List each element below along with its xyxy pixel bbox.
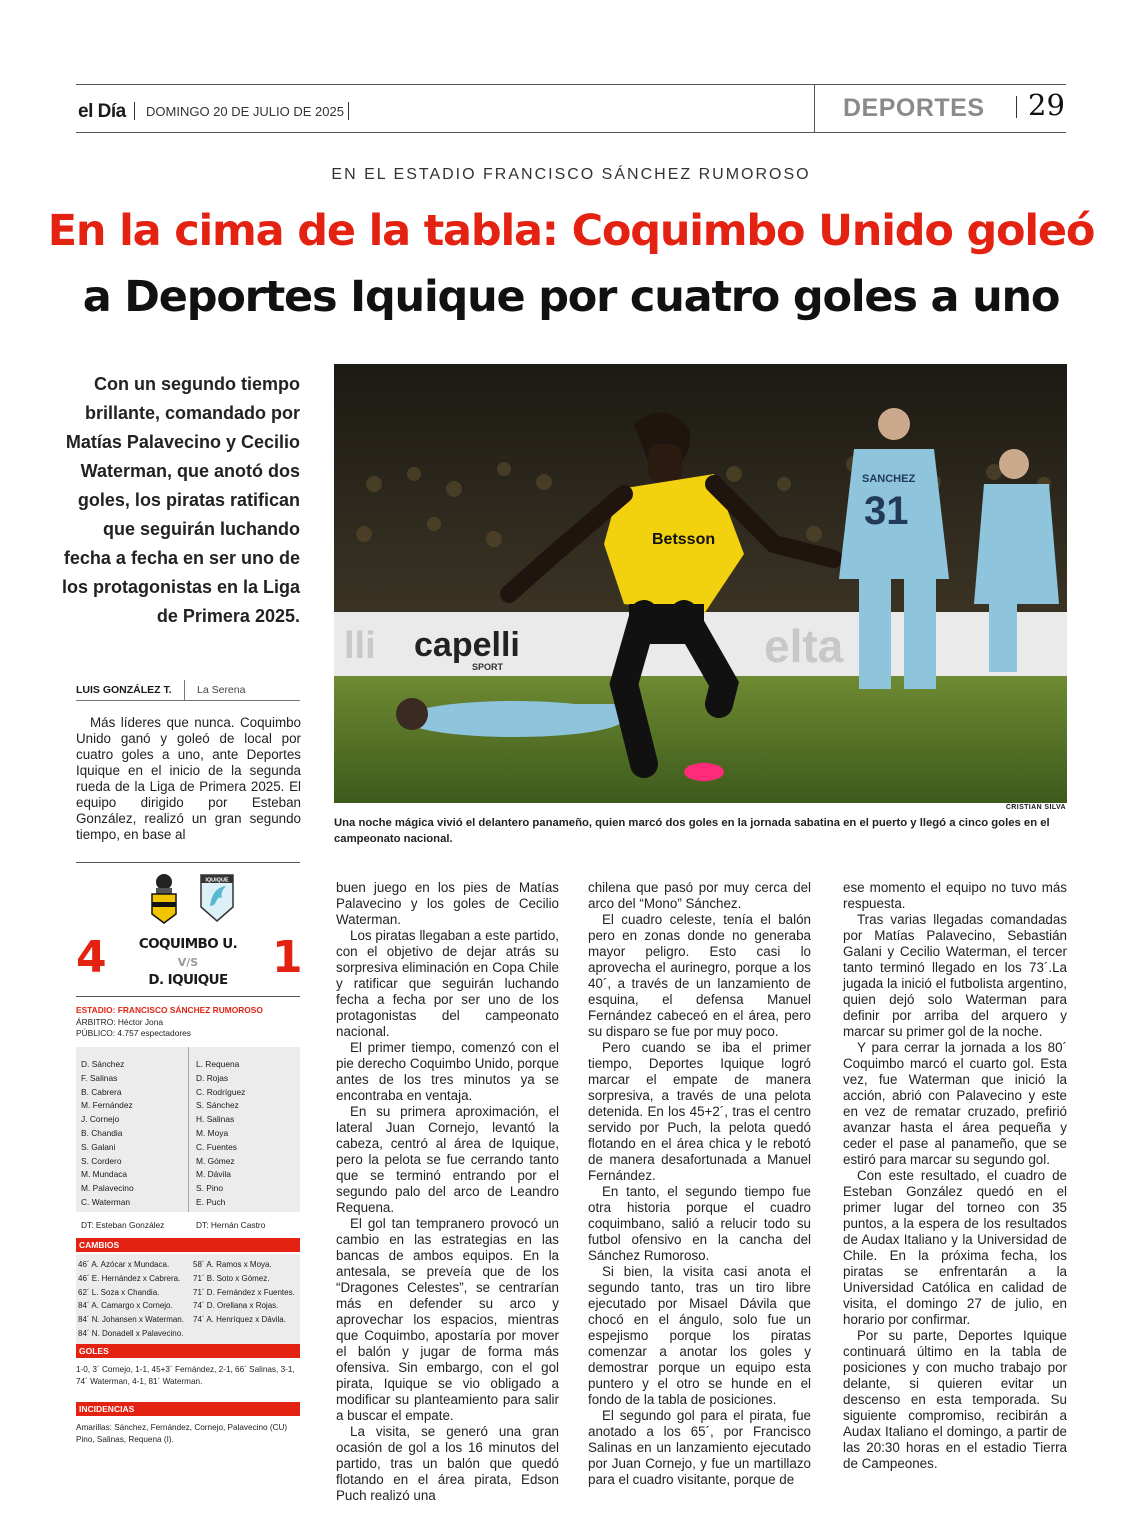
player: M. Gómez bbox=[196, 1155, 235, 1166]
lineups-divider bbox=[188, 1047, 189, 1212]
attendance: PÚBLICO: 4.757 espectadores bbox=[76, 1028, 191, 1038]
headline bbox=[40, 198, 1102, 330]
player: M. Fernández bbox=[81, 1100, 133, 1111]
paragraph: El gol tan tempranero provocó un cambio en las estrategias en las bancas de ambos equipos. En la antesala, se preveía que de los “Dragones Celestes”, se centrarían más en defender su arco y aprovechar los espacios, mientras que Coquimbo, apostaría por mover el balón y jugar de forma más ofensiva. Sin embargo, con el gol pirata, Iquique se vio obligado a modificar su planteamiento para salir a buscar el empate. bbox=[336, 1216, 559, 1423]
player: C. Waterman bbox=[81, 1196, 131, 1207]
player: M. Mundaca bbox=[81, 1169, 128, 1180]
away-coach: DT: Hernán Castro bbox=[196, 1220, 266, 1230]
player: L. Requena bbox=[196, 1059, 240, 1069]
header-bottom-rule bbox=[76, 132, 1066, 133]
substitution: 46´ E. Hernández x Cabrera. bbox=[78, 1273, 181, 1283]
header-divider bbox=[134, 102, 135, 120]
goals-list: 1-0, 3´ Cornejo, 1-1, 45+3´ Fernández, 2-1, 66´ Salinas, 3-1, 74´ Waterman, 4-1, 81´ Waterman. bbox=[76, 1365, 295, 1386]
player: M. Dávila bbox=[196, 1169, 231, 1180]
player: S. Cordero bbox=[81, 1155, 122, 1166]
scorebox-rule bbox=[76, 996, 300, 997]
coquimbo-crest-icon bbox=[150, 872, 178, 924]
section-name: DEPORTES bbox=[843, 94, 985, 122]
header-divider bbox=[1016, 96, 1017, 118]
paragraph: Y para cerrar la jornada a los 80´ Coquimbo marcó el cuarto gol. Esta vez, fue Waterman que inició la acción, abrió con Palavecino y este en vez de rematar cruzado, prefirió avanzar hasta el área pequeña y ceder el pase al panameño, que se estiró para marcar su segundo gol. bbox=[843, 1040, 1067, 1167]
away-changes bbox=[193, 1258, 295, 1327]
player: B. Chandia bbox=[81, 1127, 123, 1138]
substitution: 58´ A. Ramos x Moya. bbox=[193, 1260, 272, 1269]
player: J. Cornejo bbox=[81, 1114, 120, 1125]
iquique-crest-icon bbox=[200, 874, 234, 922]
ad-capelli-sub: SPORT bbox=[472, 662, 504, 672]
page-number: 29 bbox=[1028, 88, 1065, 122]
player: C. Rodríguez bbox=[196, 1086, 246, 1097]
jersey-sponsor: Betsson bbox=[652, 531, 716, 548]
header-divider bbox=[348, 102, 349, 120]
incidents-header: INCIDENCIAS bbox=[76, 1402, 300, 1416]
match-scorebox bbox=[76, 862, 303, 1338]
substitution: 74´ A. Henríquez x Dávila. bbox=[193, 1315, 286, 1325]
paragraph: Con este resultado, el cuadro de Esteban González quedó en el primer lugar del torneo con 35 puntos, a la espera de los resultados de Audax Italiano y la Universidad de Chile. En la próxima fecha, los piratas se enfrentarán a la Universidad Católica en calidad de visita, el domingo 27 de julio, en horario por confirmar. bbox=[843, 1168, 1067, 1327]
paragraph: Si bien, la visita casi anota el segundo tanto, tras un tiro libre ejecutado por Misael Dávila que chocó en el ángulo, solo fue un espejismo porque los piratas comenzar a anotar los goles y demostrar porque un equipo esta puntero y el otro se hunde en el fondo de la tabla de posiciones. bbox=[588, 1264, 811, 1407]
paragraph: El primer tiempo, comenzó con el pie derecho Coquimbo Unido, porque antes de los tres minutos ya se encontraba en ventaja. bbox=[336, 1040, 559, 1103]
substitution: 71´ D. Fernández x Fuentes. bbox=[193, 1287, 295, 1297]
home-score: 4 bbox=[76, 932, 107, 983]
article-column-1 bbox=[76, 715, 301, 843]
paragraph: Pero cuando se iba el primer tiempo, Deportes Iquique logró marcar el empate de manera sorpresiva, a través de una pelota detenida. En los 45+2´, tras el centro servido por Puch, la pelota quedó flotando en el área chica y le rebotó de manera desafortunada a Manuel Fernández. bbox=[588, 1040, 811, 1183]
player: B. Cabrera bbox=[81, 1086, 122, 1097]
paragraph: El cuadro celeste, tenía el balón pero en zonas donde no generaba mayor peligro. Esto casi lo aprovecha el aurinegro, porque a los 40´, a través de un lanzamiento de esquina, el defensa Manuel Fernández cabeceó en el área, pero su disparo se fue por muy poco. bbox=[588, 912, 811, 1039]
paragraph: Los piratas llegaban a este partido, con el objetivo de dejar atrás su sorpresiva eliminación en Copa Chile y ratificar que seguirán luchando fecha a fecha por ser uno de los protagonistas del campeonato nacional. bbox=[336, 928, 559, 1039]
photo-credit: CRISTIAN SILVA bbox=[1005, 804, 1066, 811]
scorebox-rule bbox=[76, 862, 300, 863]
lead-paragraph: Con un segundo tiempo brillante, comandado por Matías Palavecino y Cecilio Waterman, que anotó dos goles, los piratas ratifican que seguirán luchando fecha a fecha en ser uno de los protagonistas en la Liga de Primera 2025. bbox=[61, 374, 300, 626]
player: M. Palavecino bbox=[81, 1183, 134, 1194]
paragraph: chilena que pasó por muy cerca del arco del “Mono” Sánchez. bbox=[588, 880, 811, 911]
svg-text:lli: lli bbox=[344, 625, 376, 667]
player: D. Sánchez bbox=[81, 1059, 125, 1069]
away-team: D. IQUIQUE bbox=[148, 972, 228, 988]
substitution: 84´ N. Donadell x Palavecino. bbox=[78, 1328, 184, 1338]
player: M. Moya bbox=[196, 1127, 229, 1138]
paragraph: Tras varias llegadas comandadas por Matías Palavecino, Sebastián Galani y Cecilio Waterman, el tercer tanto terminó llegado en los 73´.La jugada la inició el futbolista argentino, quien dejó solo Waterman para definir por arriba del arquero y marcar su primer gol de la noche. bbox=[843, 912, 1067, 1039]
ad-elta: elta bbox=[764, 620, 844, 672]
home-changes bbox=[78, 1258, 184, 1341]
newspaper-brand: el Día bbox=[78, 101, 126, 122]
player: S. Galani bbox=[81, 1141, 116, 1152]
byline-author: LUIS GONZÁLEZ T. bbox=[76, 684, 172, 696]
paragraph: ese momento el equipo no tuvo más respuesta. bbox=[843, 880, 1067, 911]
photo-caption: Una noche mágica vivió el delantero panameño, quien marcó dos goles en la jornada sabatina en el puerto y llegó a cinco goles en el campeonato nacional. bbox=[334, 817, 1050, 845]
player: H. Salinas bbox=[196, 1114, 235, 1125]
article-column-4 bbox=[843, 880, 1067, 1472]
player: F. Salinas bbox=[81, 1072, 118, 1083]
player: S. Pino bbox=[196, 1183, 224, 1194]
issue-date: DOMINGO 20 DE JULIO DE 2025 bbox=[146, 104, 344, 119]
home-team: COQUIMBO U. bbox=[138, 936, 238, 952]
jersey-number: 31 bbox=[864, 489, 909, 533]
paragraph: Más líderes que nunca. Coquimbo Unido ganó y goleó de local por cuatro goles a uno, ante Deportes Iquique en el inicio de la segunda rueda de la Liga de Primera 2025. El equipo dirigido por Esteban González, realizó un gran segundo tiempo, en base al bbox=[76, 715, 301, 842]
stadium-line bbox=[76, 1005, 300, 1016]
kicker: EN EL ESTADIO FRANCISCO SÁNCHEZ RUMOROSO bbox=[331, 166, 811, 183]
away-score: 1 bbox=[272, 932, 303, 983]
substitution: 74´ D. Orellana x Rojas. bbox=[193, 1301, 279, 1311]
player: E. Puch bbox=[196, 1196, 226, 1207]
paragraph: Por su parte, Deportes Iquique continuará último en la tabla de posiciones y con mucho trabajo por delante, si quieren evitar un descenso en esta temporada. Su siguiente compromiso, recibirán a Audax Italiano el domingo, a partir de las 20:30 horas en el estadio Tierra de Campeones. bbox=[843, 1328, 1067, 1471]
home-lineup bbox=[81, 1058, 134, 1210]
article-column-2 bbox=[336, 880, 559, 1504]
byline-location: La Serena bbox=[197, 684, 246, 696]
ad-capelli: capelli bbox=[414, 626, 520, 664]
substitution: 71´ B. Soto x Gómez. bbox=[193, 1273, 270, 1283]
iquique-badge-text: IQUIQUE bbox=[205, 877, 229, 884]
versus-label: V/S bbox=[177, 956, 199, 969]
goals-header: GOLES bbox=[76, 1344, 300, 1358]
substitution: 84´ N. Johansen x Waterman. bbox=[78, 1315, 184, 1325]
player: C. Fuentes bbox=[196, 1141, 237, 1152]
player: S. Sánchez bbox=[196, 1100, 239, 1111]
paragraph: buen juego en los pies de Matías Palavecino y los goles de Cecilio Waterman. bbox=[336, 880, 559, 927]
photo-illustration bbox=[334, 364, 1067, 803]
substitution: 62´ L. Soza x Chandia. bbox=[78, 1287, 160, 1297]
player: D. Rojas bbox=[196, 1072, 229, 1083]
changes-header: CAMBIOS bbox=[76, 1238, 300, 1252]
paragraph: En su primera aproximación, el lateral Juan Cornejo, levantó la cabeza, centró al área de Iquique, pero la pelota se fue cerrando tanto que se terminó entrando por el segundo palo del arco de Leandro Requena. bbox=[336, 1104, 559, 1215]
article-column-3 bbox=[588, 880, 811, 1488]
header-top-rule bbox=[76, 84, 1066, 85]
incidents-list: Amarillas: Sánchez, Fernández, Cornejo, Palavecino (CU) Pino, Salinas, Requena (I). bbox=[76, 1423, 288, 1444]
substitution: 46´ A. Azócar x Mundaca. bbox=[78, 1260, 170, 1269]
paragraph: En tanto, el segundo tiempo fue otra historia porque el cuadro coquimbano, salió a relucir todo su futbol ofensivo en la cancha del Sánchez Rumoroso. bbox=[588, 1184, 811, 1263]
byline bbox=[76, 680, 300, 701]
stadium-label: ESTADIO: bbox=[76, 1005, 116, 1015]
jersey-name: SANCHEZ bbox=[862, 473, 916, 485]
substitution: 84´ A. Camargo x Cornejo. bbox=[78, 1301, 173, 1311]
away-lineup bbox=[196, 1058, 245, 1210]
headline-line-1: En la cima de la tabla: Coquimbo Unido goleó bbox=[47, 206, 1095, 256]
home-coach: DT: Esteban González bbox=[81, 1220, 165, 1230]
match-photo bbox=[334, 364, 1067, 803]
paragraph: La visita, se generó una gran ocasión de gol a los 16 minutos del partido, tras un balón que quedó flotando en el área pirata, Edson Puch realizó una bbox=[336, 1424, 559, 1503]
paragraph: El segundo gol para el pirata, fue anotado a los 65´, por Francisco Salinas en un lanzamiento ejecutado por Juan Cornejo, y fue un martillazo para el cuadro visitante, porque de bbox=[588, 1408, 811, 1487]
byline-divider bbox=[184, 680, 185, 700]
headline-line-2: a Deportes Iquique por cuatro goles a uno bbox=[82, 272, 1060, 322]
stadium-name: FRANCISCO SÁNCHEZ RUMOROSO bbox=[117, 1005, 263, 1015]
section-divider bbox=[814, 84, 815, 133]
referee: ÁRBITRO: Héctor Jona bbox=[76, 1017, 164, 1027]
